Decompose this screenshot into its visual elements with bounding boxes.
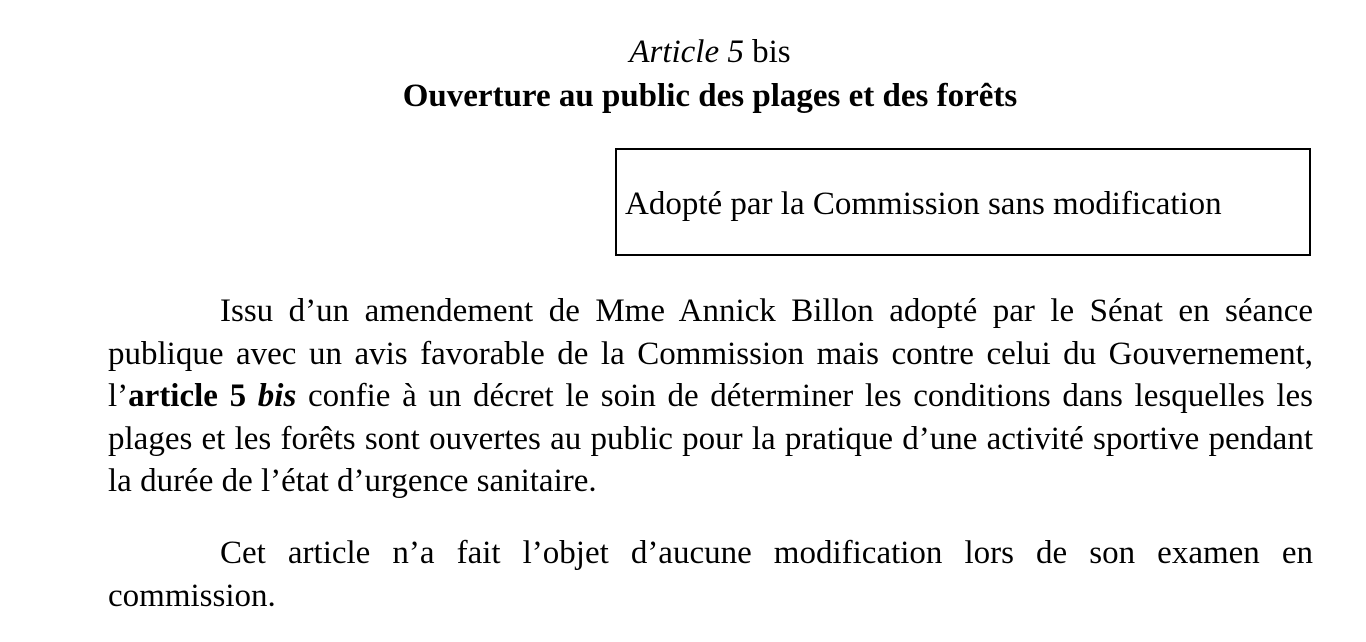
article-number-heading	[0, 32, 1366, 72]
paragraph-commission: Cet article n’a fait l’objet d’aucune modification lors de son examen en commission.	[108, 535, 1313, 614]
paragraph-origin-text-end: confie à un décret le soin de déterminer les conditions dans lesquelles les plages et les forêts sont ouvertes au public pour la pratique d’une activité sportive pendant la durée de l’état d’urgence sanitaire.	[108, 378, 1313, 499]
article-reference-bis: bis	[257, 378, 297, 414]
commission-status-text: Adopté par la Commission sans modification	[625, 186, 1222, 222]
article-reference-bold: article 5	[128, 378, 258, 414]
article-title: Ouverture au public des plages et des forêts	[402, 78, 1018, 114]
commission-status-box	[615, 148, 1311, 256]
paragraph-origin	[108, 290, 1313, 503]
article-number-italic: Article 5	[629, 34, 744, 70]
article-number-suffix: bis	[743, 34, 791, 70]
paragraph-origin-text-start: Issu d’un amendement de Mme Annick Billon adopté par le Sénat en séance publique avec un avis favorable de la Commission mais contre celui du Gouvernement, l’	[108, 293, 1313, 414]
